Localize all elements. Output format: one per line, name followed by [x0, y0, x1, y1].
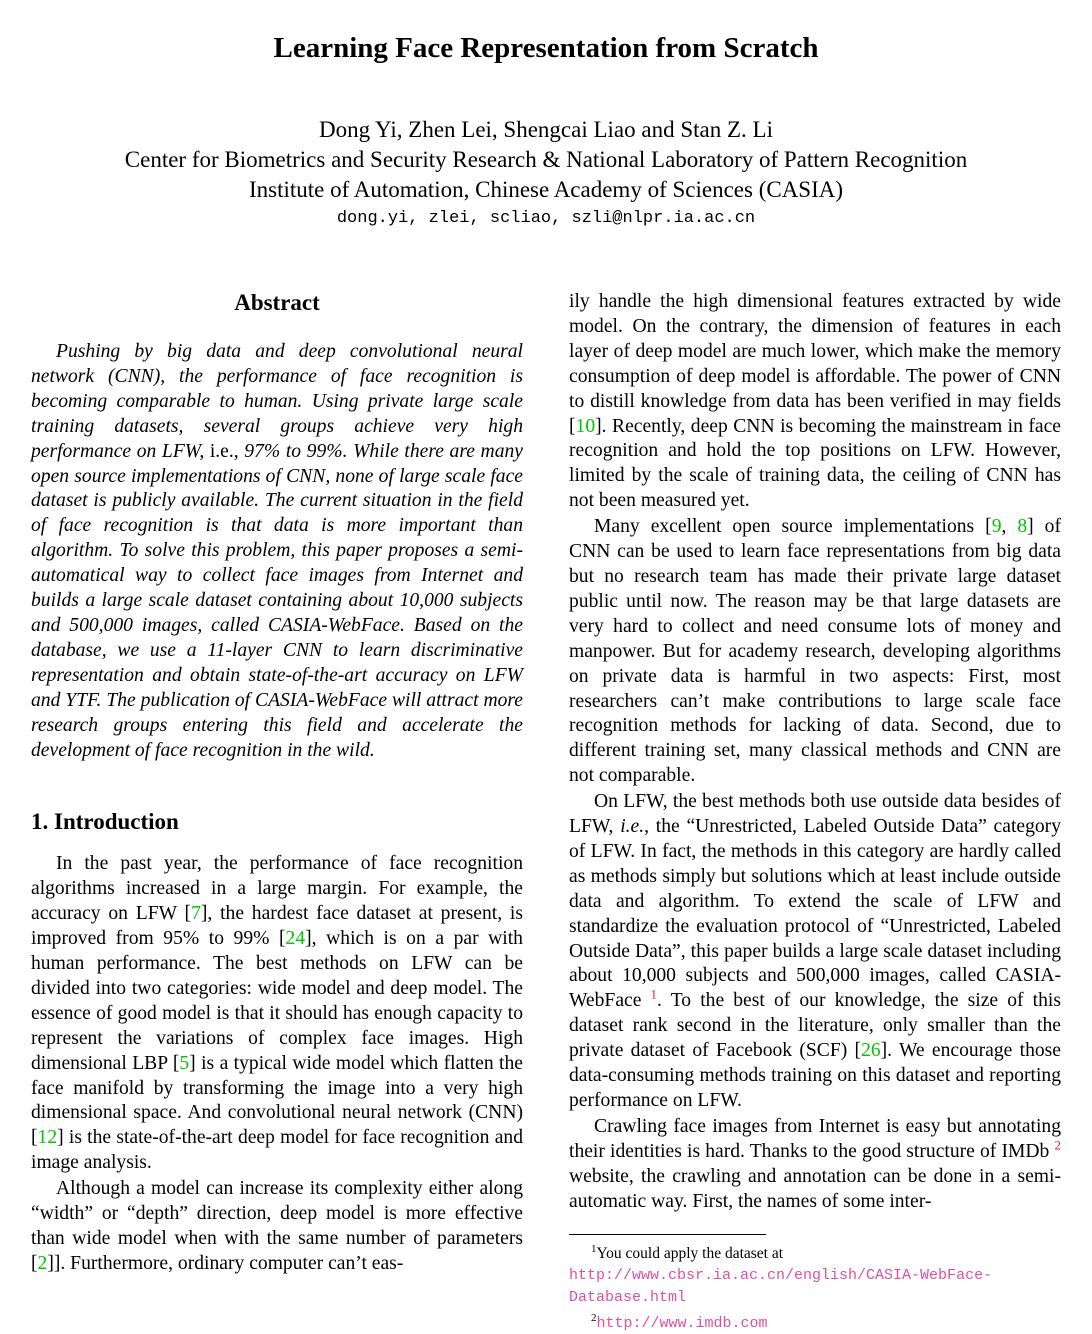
dataset-url-link[interactable]: http://www.cbsr.ia.ac.cn/english/CASIA-WebFace-Database.html — [569, 1267, 993, 1307]
paper-title: Learning Face Representation from Scratch — [273, 32, 819, 64]
footnote-marker[interactable]: 2 — [1054, 1137, 1061, 1153]
citation-link[interactable]: 26 — [861, 1040, 881, 1062]
citation-link[interactable]: 8 — [1017, 516, 1028, 538]
footnote-1: $^1$You could apply the dataset at http://www.cbsr.ia.ac.cn/english/CASIA-WebFace-Database.html — [569, 1243, 993, 1307]
citation-link[interactable]: 24 — [285, 928, 306, 950]
author-block — [0, 115, 1092, 233]
abstract-text: Pushing by big data and deep convolutional neural network (CNN), the performance of face recognition is becoming comparable to human. Using private large scale training datasets, several groups achieve very high performance on LFW, i.e., 97% to 99%. While there are many open source implementations of CNN, none of large scale face dataset is publicly available. The current situation in the field of face recognition is that data is more important than algorithm. To solve this problem, this paper proposes a semi-automatical way to collect face images from Internet and builds a large scale dataset containing about 10,000 subjects and 500,000 images, called CASIA-WebFace. Based on the database, we use a 11-layer CNN to learn discriminative representation and obtain state-of-the-art accuracy on LFW and YTF. The publication of CASIA-WebFace will attract more research groups entering this field and accelerate the development of face recognition in the wild. — [31, 341, 524, 761]
intro-paragraph-1: In the past year, the performance of face recognition algorithms increased in a large margin. For example, the accuracy on LFW [7], the hardest face dataset at present, is improved from 95% to 99% [24], which is on a par with human performance. The best methods on LFW can be divided into two categories: wide model and deep model. The essence of good model is that it should has enough capacity to represent the variations of complex face images. High dimensional LBP [5] is a typical wide model which flatten the face manifold by transforming the image into a very high dimensional space. And convolutional neural network (CNN) [12] is the state-of-the-art deep model for face recognition and image analysis. — [31, 853, 523, 1174]
footnotes — [569, 1234, 1061, 1334]
author-names: Dong Yi, Zhen Lei, Shengcai Liao and Stan Z. Li — [319, 117, 773, 142]
citation-link[interactable]: 9 — [991, 516, 1002, 538]
intro-paragraph-2: Although a model can increase its complexity either along “width” or “depth” direction, deep model is more effective than wide model when with the same number of parameters [2]]. Furthermore, ordinary computer can’t eas- — [31, 1178, 523, 1274]
intro-paragraph-4: On LFW, the best methods both use outside data besides of LFW, i.e., the “Unrestricted, Labeled Outside Data” category of LFW. In fact, the methods in this category are hardly called as methods simply but solutions which at least include outside data and algorithm. To extend the scale of LFW and standardize the evaluation protocol of “Unrestricted, Labeled Outside Data”, this paper builds a large scale dataset including about 10,000 subjects and 500,000 images, called CASIA-WebFace $^1$. To the best of our knowledge, the size of this dataset rank second in the literature, only smaller than the private dataset of Facebook (SCF) [26]. We encourage those data-consuming methods training on this dataset and reporting performance on LFW. — [569, 791, 1062, 1111]
intro-paragraph-5: Crawling face images from Internet is easy but annotating their identities is hard. Thanks to the good structure of IMDb $^2$ website, the crawling and annotation can be done in a semi-automatic way. First, the names of some inter- — [569, 1115, 1061, 1212]
abstract-heading: Abstract — [234, 290, 320, 315]
affiliation-line-2: Institute of Automation, Chinese Academy of Sciences (CASIA) — [248, 177, 844, 202]
citation-link[interactable]: 10 — [575, 415, 596, 437]
citation-link[interactable]: 12 — [37, 1127, 58, 1149]
footnote-marker[interactable]: 1 — [650, 986, 658, 1002]
imdb-url-link[interactable]: http://www.imdb.com — [596, 1315, 768, 1333]
footnote-divider — [569, 1234, 766, 1235]
intro-heading: 1. Introduction — [31, 809, 179, 835]
footnote-2: $^2$http://www.imdb.com — [591, 1312, 768, 1333]
left-column — [31, 288, 523, 1277]
intro-paragraph-2-cont: ily handle the high dimensional features extracted by wide model. On the contrary, the dimension of features in each layer of deep model are much lower, which make the memory consumption of deep model is affordable. The power of CNN to distill knowledge from data has been verified in may fields [10]. Recently, deep CNN is becoming the mainstream in face recognition and hold the top positions on LFW. However, limited by the scale of training data, the ceiling of CNN has not been measured yet. — [569, 291, 1061, 512]
citation-link[interactable]: 7 — [191, 903, 201, 925]
citation-link[interactable]: 2 — [37, 1252, 48, 1274]
right-column — [569, 290, 1061, 1215]
citation-link[interactable]: 5 — [179, 1052, 190, 1074]
p2-continues: ]. Furthermore, ordinary computer can’t eas- — [53, 1252, 404, 1274]
intro-paragraph-3: Many excellent open source implementations [9, 8] of CNN can be used to learn face representations from big data but no research team has made their private large dataset public until now. The reason may be that large datasets are very hard to collect and need consume lots of money and manpower. But for academy research, developing algorithms on private data is harmful in two aspects: First, most researchers can’t make contributions to large scale face recognition methods for lacking of data. Second, due to different training set, many classical methods and CNN are not comparable. — [569, 516, 1061, 787]
affiliation-line-1: Center for Biometrics and Security Research & National Laboratory of Pattern Recognition — [124, 147, 968, 172]
author-emails: dong.yi, zlei, scliao, szli@nlpr.ia.ac.cn — [336, 209, 756, 228]
